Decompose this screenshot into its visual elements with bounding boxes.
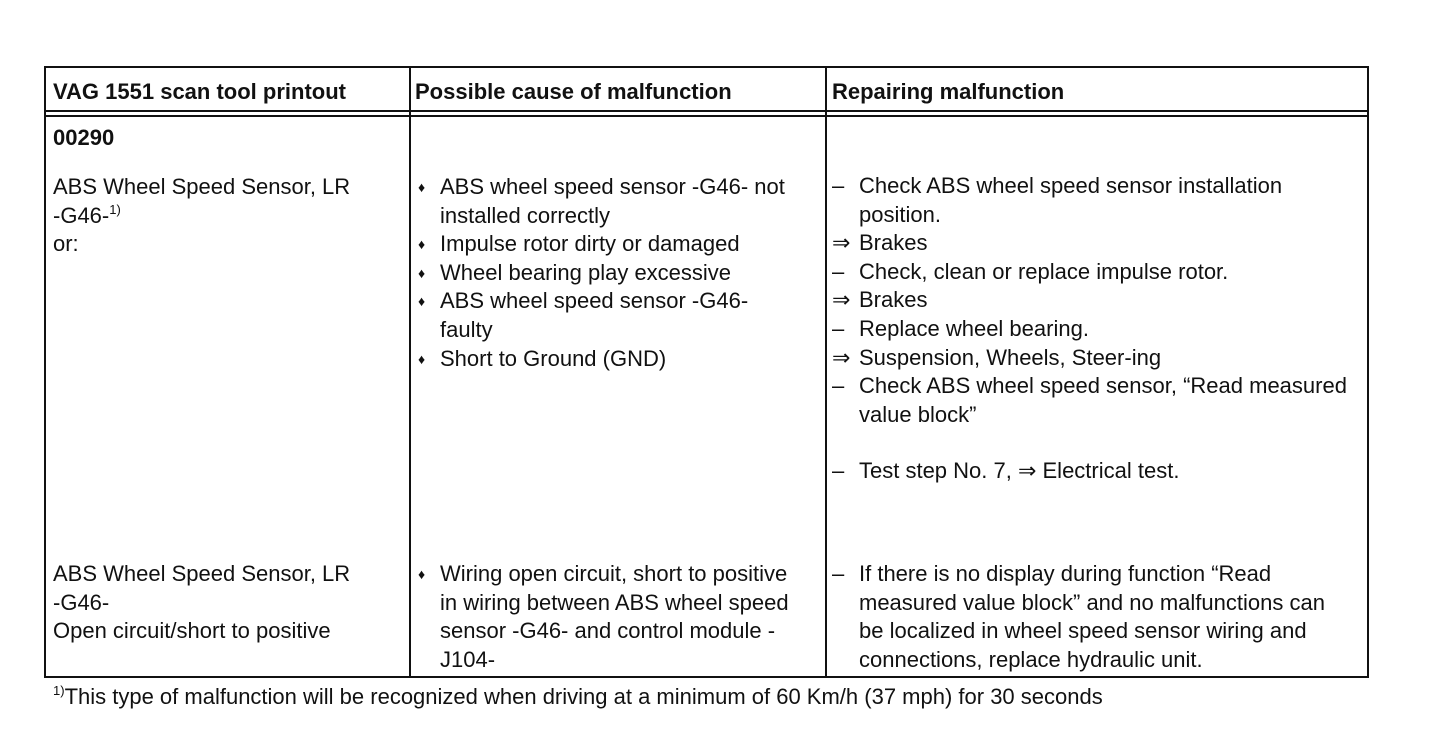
repair-item: – Check ABS wheel speed sensor installation position. (832, 172, 1362, 229)
bullet-icon: ♦ (418, 264, 426, 281)
printout-row-2 (53, 560, 403, 646)
column-divider (825, 68, 827, 676)
header-divider (46, 115, 1367, 117)
bullet-icon: ♦ (418, 179, 426, 195)
printout-line: Open circuit/short to positive (53, 618, 331, 644)
reference-item: ⇒ Suspension, Wheels, Steer-ing (832, 344, 1362, 373)
printout-line: -G46- (53, 589, 110, 615)
repairs-row-2 (832, 560, 1362, 674)
cause-item: ♦ ABS wheel speed sensor -G46- not installed correctly (418, 173, 813, 230)
column-header-repair: Repairing malfunction (832, 79, 1065, 104)
cause-item: ♦ Wiring open circuit, short to positive in wiring between ABS wheel speed sensor -G46- and control module -J104- (418, 560, 813, 674)
printout-line: ABS Wheel Speed Sensor, LR (53, 174, 351, 199)
cause-item: ♦ Wheel bearing play excessive (418, 259, 813, 288)
cause-item: ♦ Impulse rotor dirty or damaged (418, 230, 813, 259)
column-divider (409, 68, 411, 676)
repair-item: – Check ABS wheel speed sensor, “Read measured value block” (832, 372, 1362, 429)
malfunction-table (44, 66, 1369, 678)
printout-line: -G46-$^{1)}$ (53, 201, 121, 228)
printout-line: or: (53, 231, 79, 257)
dash-icon: – (832, 315, 845, 341)
cause-item: ♦ ABS wheel speed sensor -G46- faulty (418, 287, 813, 344)
repair-item: – Test step No. 7, ⇒ Electrical test. (832, 457, 1362, 486)
bullet-icon: ♦ (418, 566, 426, 582)
bullet-icon: ♦ (418, 293, 426, 310)
footnote-text: This type of malfunction will be recognized when driving at a minimum of 60 Km/h (37 mph) for 30 seconds (64, 684, 1103, 709)
bullet-icon: ♦ (418, 350, 426, 367)
dash-icon: – (832, 173, 845, 198)
footnote-mark: 1) (53, 683, 65, 698)
printout-row-1 (53, 173, 403, 259)
causes-row-1 (418, 173, 813, 373)
arrow-icon: ⇒ (832, 287, 851, 313)
repairs-row-1 (832, 172, 1362, 486)
reference-item: ⇒ Brakes (832, 229, 1362, 258)
bullet-icon: ♦ (418, 236, 426, 253)
dash-icon: – (832, 458, 845, 484)
footnote-ref: 1) (109, 201, 121, 217)
arrow-icon: ⇒ (832, 230, 851, 256)
dash-icon: – (832, 258, 845, 284)
dash-icon: – (832, 561, 845, 586)
dash-icon: – (832, 373, 845, 399)
column-header-printout: VAG 1551 scan tool printout (53, 79, 346, 104)
repair-item: – Check, clean or replace impulse rotor. (832, 258, 1362, 287)
footnote (53, 683, 1103, 711)
repair-item: – If there is no display during function “Read measured value block” and no malfunctions can be localized in wheel speed sensor wiring and connections, replace hydraulic unit. (832, 560, 1362, 674)
arrow-icon: ⇒ (832, 344, 851, 370)
fault-code: 00290 (53, 125, 115, 150)
causes-row-2 (418, 560, 813, 674)
repair-item: – Replace wheel bearing. (832, 315, 1362, 344)
reference-item: ⇒ Brakes (832, 286, 1362, 315)
cause-item: ♦ Short to Ground (GND) (418, 345, 813, 374)
printout-line: ABS Wheel Speed Sensor, LR (53, 561, 351, 586)
column-header-cause: Possible cause of malfunction (415, 79, 732, 104)
header-divider (46, 110, 1367, 112)
